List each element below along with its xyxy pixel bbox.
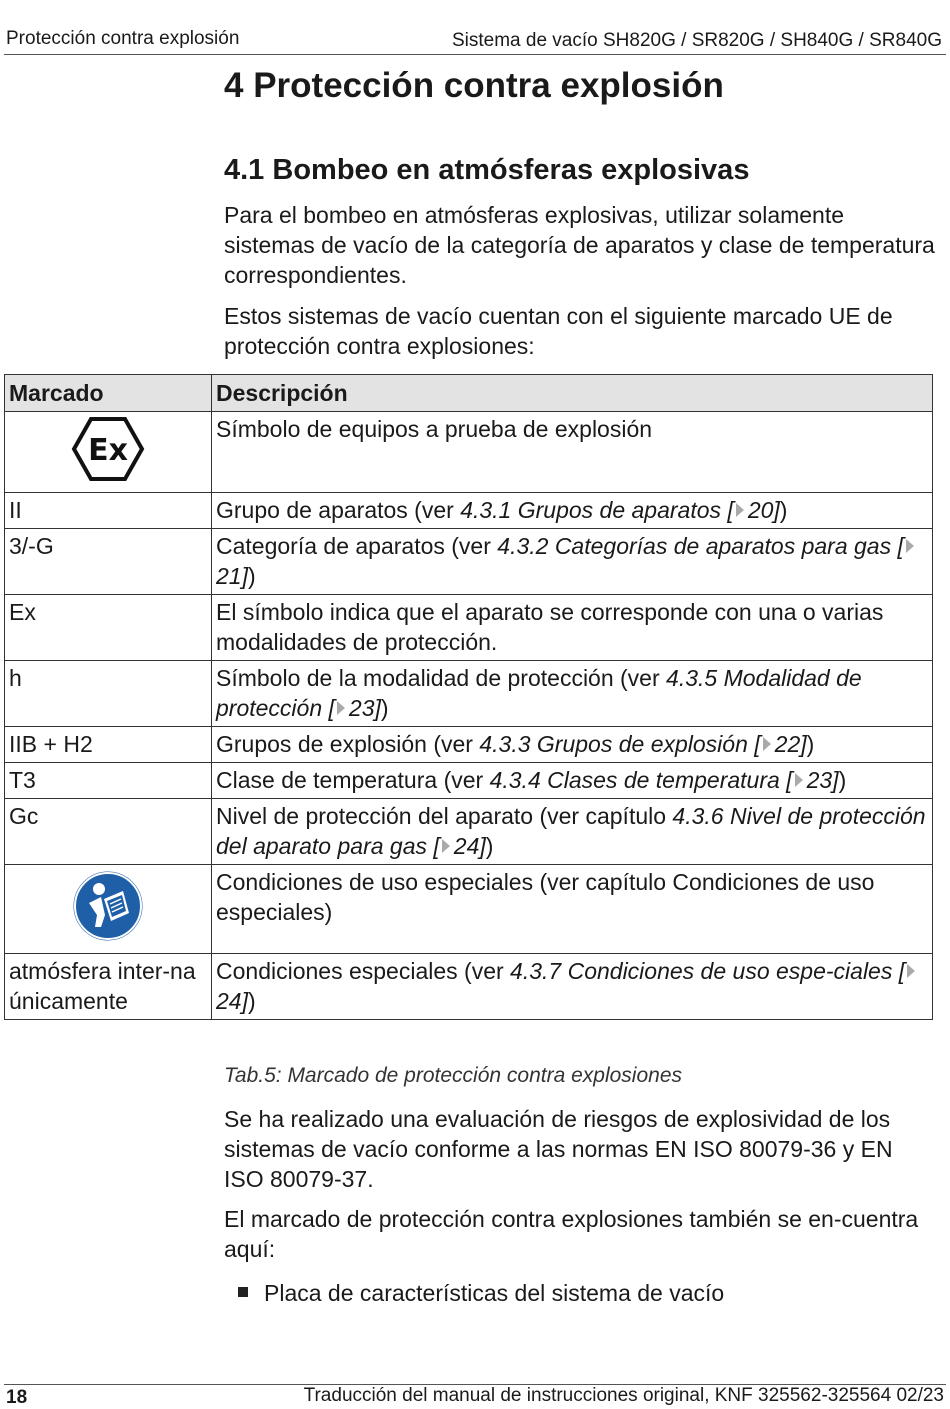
table-row bbox=[5, 954, 933, 1020]
intro-paragraph-2: Estos sistemas de vacío cuentan con el siguiente marcado UE de protección contra explosiones: bbox=[224, 303, 893, 359]
table-row bbox=[5, 865, 933, 954]
header-left: Protección contra explosión bbox=[6, 28, 240, 49]
cross-reference-link[interactable]: 4.3.5 Modalidad de protección [ 23] bbox=[216, 665, 862, 721]
page-arrow-icon bbox=[906, 539, 914, 553]
table-row bbox=[5, 493, 933, 529]
table-row bbox=[5, 595, 933, 661]
marking-cell: Ex bbox=[5, 595, 212, 661]
chapter-title: 4 Protección contra explosión bbox=[224, 66, 724, 105]
cross-reference-link[interactable]: 4.3.4 Clases de temperatura [ 23] bbox=[489, 767, 839, 793]
description-cell: Símbolo de la modalidad de protección (ver 4.3.5 Modalidad de protección [ 23]) bbox=[212, 661, 933, 727]
bullet-square-icon bbox=[238, 1287, 248, 1297]
description-cell: El símbolo indica que el aparato se corresponde con una o varias modalidades de protección. bbox=[212, 595, 933, 661]
page-arrow-icon bbox=[442, 839, 450, 853]
section-title: 4.1 Bombeo en atmósferas explosivas bbox=[224, 154, 750, 186]
marking-table bbox=[4, 374, 933, 1020]
page-arrow-icon bbox=[337, 701, 345, 715]
table-row bbox=[5, 763, 933, 799]
page-arrow-icon bbox=[907, 964, 915, 978]
table-row bbox=[5, 529, 933, 595]
list-item-text: Placa de características del sistema de vacío bbox=[264, 1280, 725, 1306]
marking-cell bbox=[5, 865, 212, 954]
cross-reference-link[interactable]: 4.3.6 Nivel de protección del aparato para gas [ 24] bbox=[216, 803, 926, 859]
description-cell: Símbolo de equipos a prueba de explosión bbox=[212, 412, 933, 493]
description-cell: Condiciones especiales (ver 4.3.7 Condiciones de uso espe-ciales [24]) bbox=[212, 954, 933, 1020]
cross-reference-link[interactable]: 4.3.3 Grupos de explosión [ 22] bbox=[479, 731, 807, 757]
description-cell: Nivel de protección del aparato (ver capítulo 4.3.6 Nivel de protección del aparato para gas [ 24]) bbox=[212, 799, 933, 865]
marking-cell bbox=[5, 412, 212, 493]
svg-text:Ex: Ex bbox=[88, 433, 128, 468]
marking-cell: Gc bbox=[5, 799, 212, 865]
column-header-description: Descripción bbox=[212, 375, 933, 412]
marking-location-paragraph: El marcado de protección contra explosiones también se en-cuentra aquí: bbox=[224, 1206, 919, 1262]
description-cell: Grupo de aparatos (ver 4.3.1 Grupos de aparatos [ 20]) bbox=[212, 493, 933, 529]
description-cell: Categoría de aparatos (ver 4.3.2 Categorías de aparatos para gas [21]) bbox=[212, 529, 933, 595]
table-caption: Tab.5: Marcado de protección contra explosiones bbox=[224, 1064, 683, 1087]
marking-cell: IIB + H2 bbox=[5, 727, 212, 763]
marking-cell: h bbox=[5, 661, 212, 727]
table-row bbox=[5, 727, 933, 763]
page-number: 18 bbox=[6, 1387, 28, 1408]
description-cell: Clase de temperatura (ver 4.3.4 Clases de temperatura [ 23]) bbox=[212, 763, 933, 799]
cross-reference-link[interactable]: 4.3.1 Grupos de aparatos [ 20] bbox=[460, 497, 780, 523]
header-divider bbox=[4, 54, 946, 55]
table-row bbox=[5, 412, 933, 493]
marking-cell: atmósfera inter-na únicamente bbox=[5, 954, 212, 1020]
intro-paragraph-1: Para el bombeo en atmósferas explosivas, utilizar solamente sistemas de vacío de la categoría de aparatos y clase de temperatura correspondientes. bbox=[224, 202, 935, 288]
description-cell: Condiciones de uso especiales (ver capítulo Condiciones de uso especiales) bbox=[212, 865, 933, 954]
marking-cell: 3/-G bbox=[5, 529, 212, 595]
footer-text: Traducción del manual de instrucciones original, KNF 325562-325564 02/23 bbox=[303, 1385, 944, 1406]
description-cell: Grupos de explosión (ver 4.3.3 Grupos de explosión [ 22]) bbox=[212, 727, 933, 763]
column-header-marking: Marcado bbox=[5, 375, 212, 412]
table-header-row bbox=[5, 375, 933, 412]
list-item bbox=[238, 1278, 724, 1308]
risk-assessment-paragraph: Se ha realizado una evaluación de riesgos de explosividad de los sistemas de vacío conforme a las normas EN ISO 80079-36 y EN ISO 80079-37. bbox=[224, 1106, 893, 1192]
page-arrow-icon bbox=[795, 773, 803, 787]
page-arrow-icon bbox=[736, 503, 744, 517]
table-row bbox=[5, 799, 933, 865]
table-row bbox=[5, 661, 933, 727]
header-right: Sistema de vacío SH820G / SR820G / SH840G / SR840G bbox=[451, 30, 942, 51]
ex-hexagon-icon bbox=[71, 416, 145, 482]
marking-cell: II bbox=[5, 493, 212, 529]
read-manual-icon bbox=[71, 869, 145, 943]
cross-reference-link[interactable]: 4.3.7 Condiciones de uso espe-ciales [24] bbox=[216, 958, 919, 1014]
page-arrow-icon bbox=[763, 737, 771, 751]
cross-reference-link[interactable]: 4.3.2 Categorías de aparatos para gas [21] bbox=[216, 533, 918, 589]
marking-cell: T3 bbox=[5, 763, 212, 799]
